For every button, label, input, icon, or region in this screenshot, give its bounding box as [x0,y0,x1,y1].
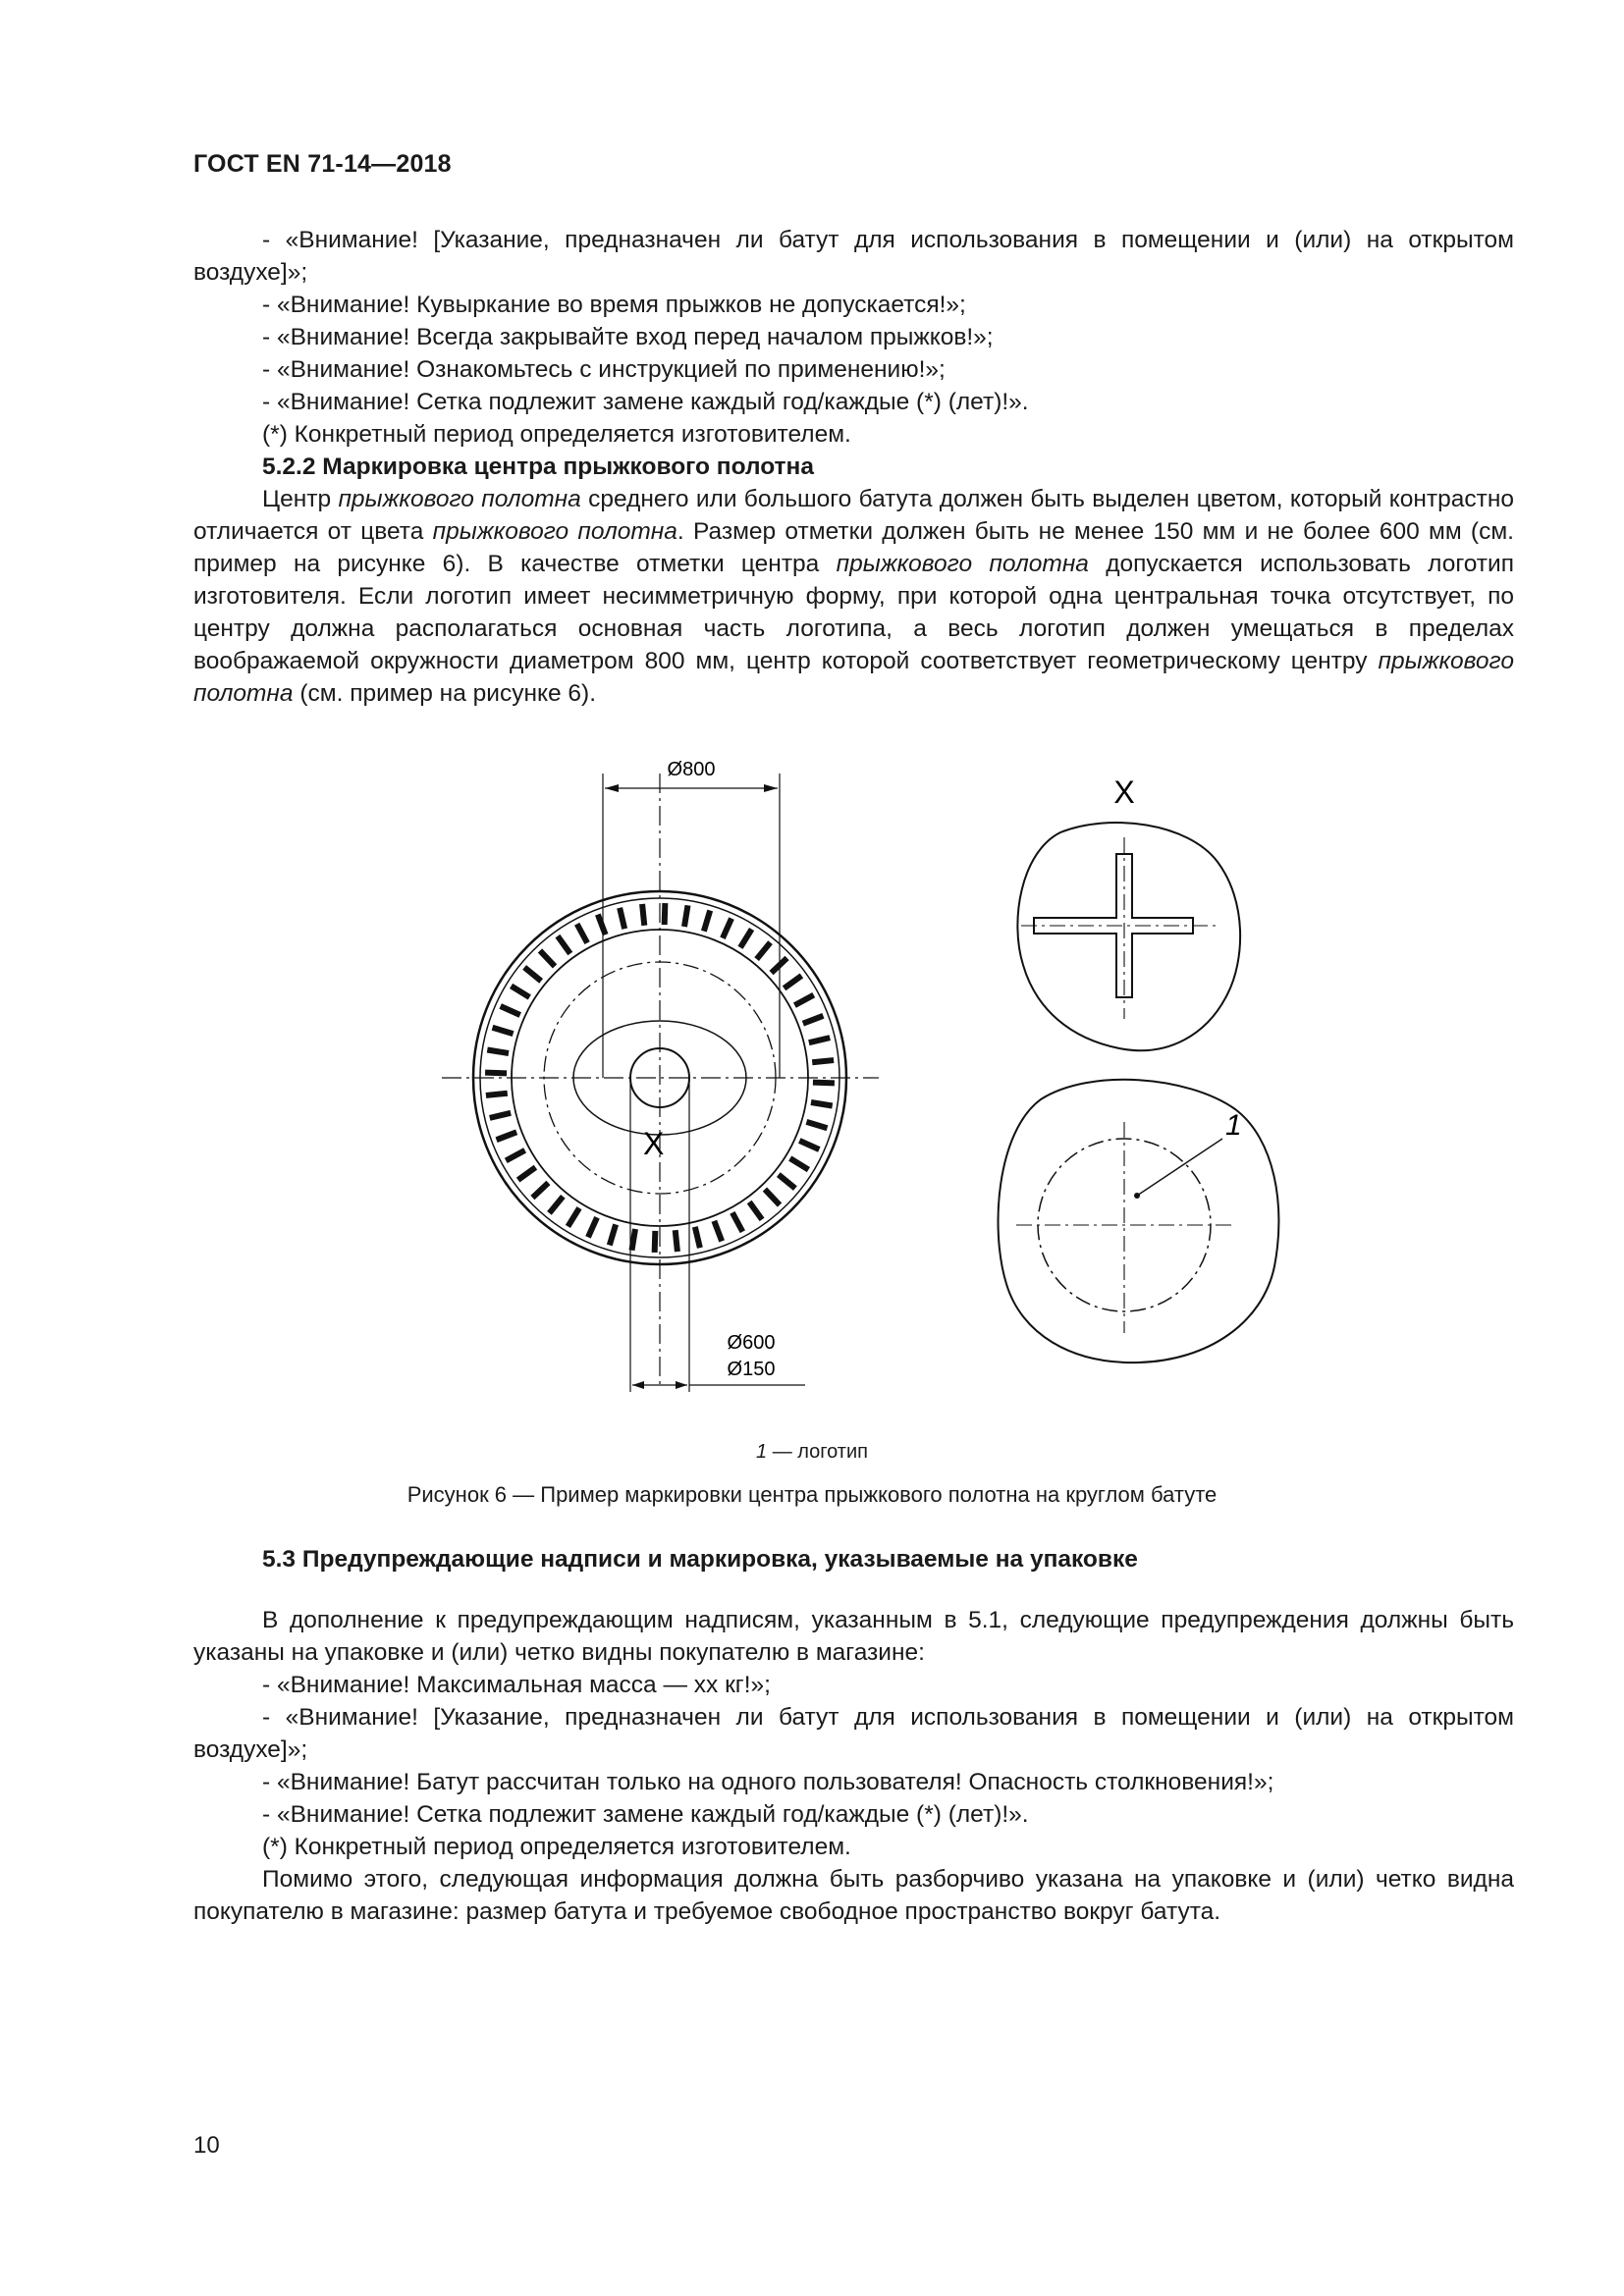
warning-line: - «Внимание! [Указание, предназначен ли батут для использования в помещении и (или) на открытом воздухе]»; [193,1704,1514,1763]
spring [497,1132,517,1140]
spring [785,976,802,988]
spring [790,1158,809,1170]
callout-1: 1 [1225,1109,1242,1142]
spring [765,1190,780,1205]
spring [532,1183,548,1198]
spring [757,942,771,959]
footnote-line: (*) Конкретный период определяется изготовителем. [262,1834,851,1860]
subheading-5-2-2: 5.2.2 Маркировка центра прыжкового полотна [262,454,814,480]
section-5-3 [193,1604,1514,1928]
spring [799,1141,819,1149]
warning-line: - «Внимание! Сетка подлежит замене каждый год/каждые (*) (лет)!». [262,389,1029,415]
spring [577,924,587,942]
warning-line: - «Внимание! Батут рассчитан только на одного пользователя! Опасность столкновения!»; [262,1769,1274,1795]
warning-line: - «Внимание! Всегда закрывайте вход перед началом прыжков!»; [262,324,994,350]
spring [665,903,666,925]
arrow-150-right [676,1381,687,1389]
spring [485,1073,507,1074]
spring [568,1208,579,1227]
paragraph-5-2-2: Центр прыжкового полотна среднего или большого батута должен быть выделен цветом, который контрастно отличается от цвета прыжкового полотна. Размер отметки должен быть не менее 150 мм и не более 600 мм (см. пример на рисунке 6). В качестве отметки центра прыжкового полотна допускается использовать логотип изготовителя. Если логотип имеет несимметричную форму, при которой одна центральная точка отсутствует, по центру должна располагаться основная часть логотипа, а весь логотип должен умещаться в пределах воображаемой окружности диаметром 800 мм, центр которой соответствует геометрическому центру прыжкового полотна (см. пример на рисунке 6). [193,486,1514,707]
spring [806,1122,827,1128]
warning-line: - «Внимание! Сетка подлежит замене каждый год/каждые (*) (лет)!». [262,1801,1029,1828]
spring [684,905,688,927]
warning-line: - «Внимание! Максимальная масса — хх кг!»; [262,1672,771,1698]
spring [501,1006,520,1015]
spring [695,1227,700,1248]
figure-legend: 1 — логотип [756,1441,868,1463]
spring [512,986,530,997]
spring [540,950,555,966]
detail-boundary-top [1017,823,1240,1050]
spring [813,1083,835,1084]
spring [549,1197,563,1213]
outro-paragraph: Помимо этого, следующая информация должна быть разборчиво указана на упаковке и (или) четко видна покупателю в магазине: размер батута и требуемое свободное пространство вокруг батута. [193,1866,1514,1925]
spring [506,1150,524,1160]
arrow-150-left [632,1381,644,1389]
spring [487,1049,509,1053]
warning-line: - «Внимание! [Указание, предназначен ли батут для использования в помещении и (или) на открытом воздухе]»; [193,227,1514,286]
detail-x-title: X [1113,774,1135,810]
footnote-line: (*) Конкретный период определяется изготовителем. [262,421,851,448]
spring [490,1113,511,1118]
section-5-2-1-continuation [193,224,1514,710]
spring [749,1202,762,1220]
figure-caption: Рисунок 6 — Пример маркировки центра прыжкового полотна на круглом батуте [406,1482,1218,1507]
detail-x-cross-view [1017,774,1240,1050]
spring [812,1060,834,1062]
spring [794,995,813,1005]
spring [811,1102,833,1106]
spring [803,1016,824,1024]
page-number: 10 [193,2132,220,2159]
spring [598,915,606,935]
spring [740,930,752,948]
spring [732,1212,742,1231]
document-header: ГОСТ EN 71-14—2018 [193,150,452,178]
trampoline-main-view [442,759,879,1392]
arrow-800-right [764,784,778,792]
warning-line: - «Внимание! Ознакомьтесь с инструкцией по применению!»; [262,356,946,383]
detail-logo-view [999,1080,1279,1362]
spring [620,908,624,929]
spring [631,1229,635,1251]
warning-line: - «Внимание! Кувыркание во время прыжков не допускается!»; [262,292,966,318]
spring [723,919,731,938]
spring [704,911,710,932]
spring [779,1175,795,1189]
spring [642,904,644,926]
spring [524,967,541,981]
spring [610,1224,616,1245]
leader-1 [1137,1139,1222,1196]
spring [714,1221,722,1242]
intro-paragraph: В дополнение к предупреждающим надписям, указанным в 5.1, следующие предупреждения должны быть указаны на упаковке и (или) четко видны покупателю в магазине: [193,1607,1514,1666]
spring [486,1094,508,1095]
dim-600-label: Ø600 [727,1332,776,1354]
spring [518,1167,536,1180]
dim-800-label: Ø800 [667,759,716,780]
dim-150-label: Ø150 [727,1359,776,1380]
spring [676,1230,677,1252]
heading-5-3: 5.3 Предупреждающие надписи и маркировка, указываемые на упаковке [262,1546,1138,1573]
detail-x-marker: X [643,1126,665,1161]
figure-6 [432,744,1316,1431]
spring [493,1028,514,1034]
spring [558,936,570,954]
arrow-800-left [605,784,619,792]
spring [809,1038,830,1042]
spring [655,1231,656,1253]
spring [588,1217,597,1237]
trampoline-drawing [432,744,1316,1431]
